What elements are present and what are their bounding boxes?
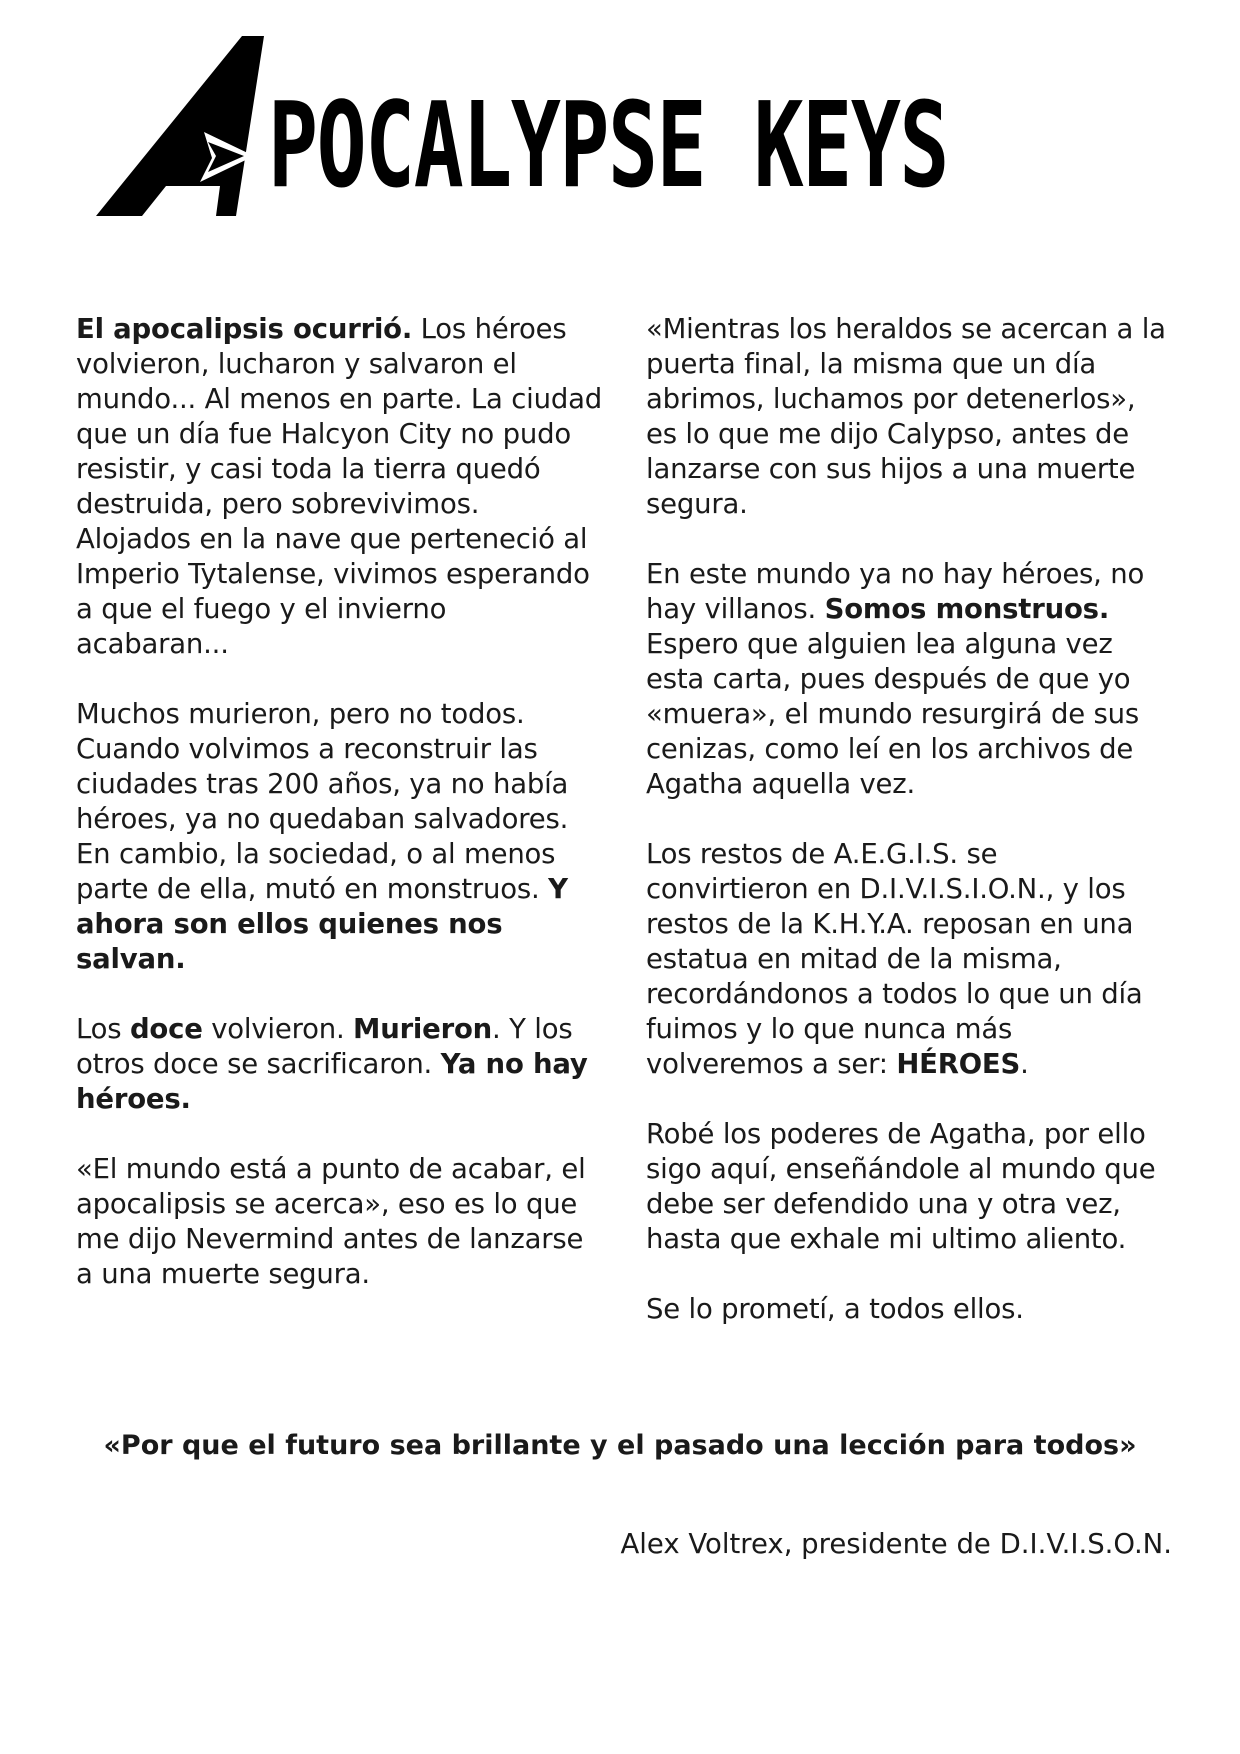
right-column: [646, 312, 1166, 1362]
emphasis-text: Murieron: [353, 1013, 493, 1045]
paragraph-text: Muchos murieron, pero no todos. Cuando volvimos a reconstruir las ciudades tras 200 años, ya no había héroes, ya no quedaban salvadores. En cambio, la sociedad, o al menos parte de ella, mutó en monstruos.: [76, 698, 569, 905]
right-paragraph-2: [646, 557, 1166, 802]
right-paragraph-4: [646, 1117, 1166, 1257]
paragraph-text: Robé los poderes de Agatha, por ello sigo aquí, enseñándole al mundo que debe ser defendido una y otra vez, hasta que exhale mi ultimo aliento.: [646, 1118, 1156, 1255]
paragraph-text: volvieron.: [202, 1013, 354, 1045]
emphasis-text: Y ahora son ellos quienes nos salvan.: [76, 873, 568, 975]
emphasis-text: HÉROES: [896, 1048, 1021, 1080]
paragraph-text: «Mientras los heraldos se acercan a la puerta final, la misma que un día abrimos, luchamos por detenerlos», es lo que me dijo Calypso, antes de lanzarse con sus hijos a una muerte segura.: [646, 313, 1166, 520]
right-paragraph-1: [646, 312, 1166, 522]
paragraph-text: Espero que alguien lea alguna vez esta carta, pues después de que yo «muera», el mundo resurgirá de sus cenizas, como leí en los archivos de Agatha aquella vez.: [646, 628, 1139, 800]
right-paragraph-3: [646, 837, 1166, 1082]
paragraph-text: «El mundo está a punto de acabar, el apocalipsis se acerca», eso es lo que me dijo Nevermind antes de lanzarse a una muerte segura.: [76, 1153, 586, 1290]
paragraph-text: .: [1020, 1048, 1029, 1080]
lead-sentence: El apocalipsis ocurrió.: [76, 313, 413, 345]
paragraph-text: Los: [76, 1013, 130, 1045]
left-paragraph-2: [76, 697, 602, 977]
paragraph-text: Los restos de A.E.G.I.S. se convirtieron en D.I.V.I.S.I.O.N., y los restos de la K.H.Y.A. reposan en una estatua en mitad de la misma, recordándonos a todos lo que un día fuimos y lo que nunca más volveremos a ser:: [646, 838, 1143, 1080]
left-paragraph-3: [76, 1012, 602, 1117]
paragraph-text: Los héroes volvieron, lucharon y salvaron el mundo... Al menos en parte. La ciudad que un día fue Halcyon City no pudo resistir, y casi toda la tierra quedó destruida, pero sobrevivimos. Alojados en la nave que perteneció al Imperio Tytalense, vivimos esperando a que el fuego y el invierno acabaran...: [76, 313, 602, 660]
right-paragraph-5: [646, 1292, 1166, 1327]
paragraph-text: Se lo prometí, a todos ellos.: [646, 1293, 1024, 1325]
closing-motto: «Por que el futuro sea brillante y el pasado una lección para todos»: [103, 1430, 1137, 1461]
emphasis-text: Somos monstruos.: [824, 593, 1110, 625]
title-logo-art: [96, 36, 1066, 254]
left-column: [76, 312, 602, 1327]
signature: Alex Voltrex, presidente de D.I.V.I.S.O.N.: [620, 1528, 1172, 1560]
left-paragraph-4: [76, 1152, 602, 1292]
svg-text:POCALYPSE KEYS: POCALYPSE KEYS: [268, 76, 948, 214]
title-logo: [96, 36, 1066, 254]
emphasis-text: doce: [129, 1013, 203, 1045]
left-paragraph-1: [76, 312, 602, 662]
paragraph-text: En este mundo ya no hay héroes, no hay villanos.: [646, 558, 1145, 625]
paragraph-text: . Y los otros doce se sacrificaron.: [76, 1013, 573, 1080]
emphasis-text: Ya no hay héroes.: [76, 1048, 588, 1115]
